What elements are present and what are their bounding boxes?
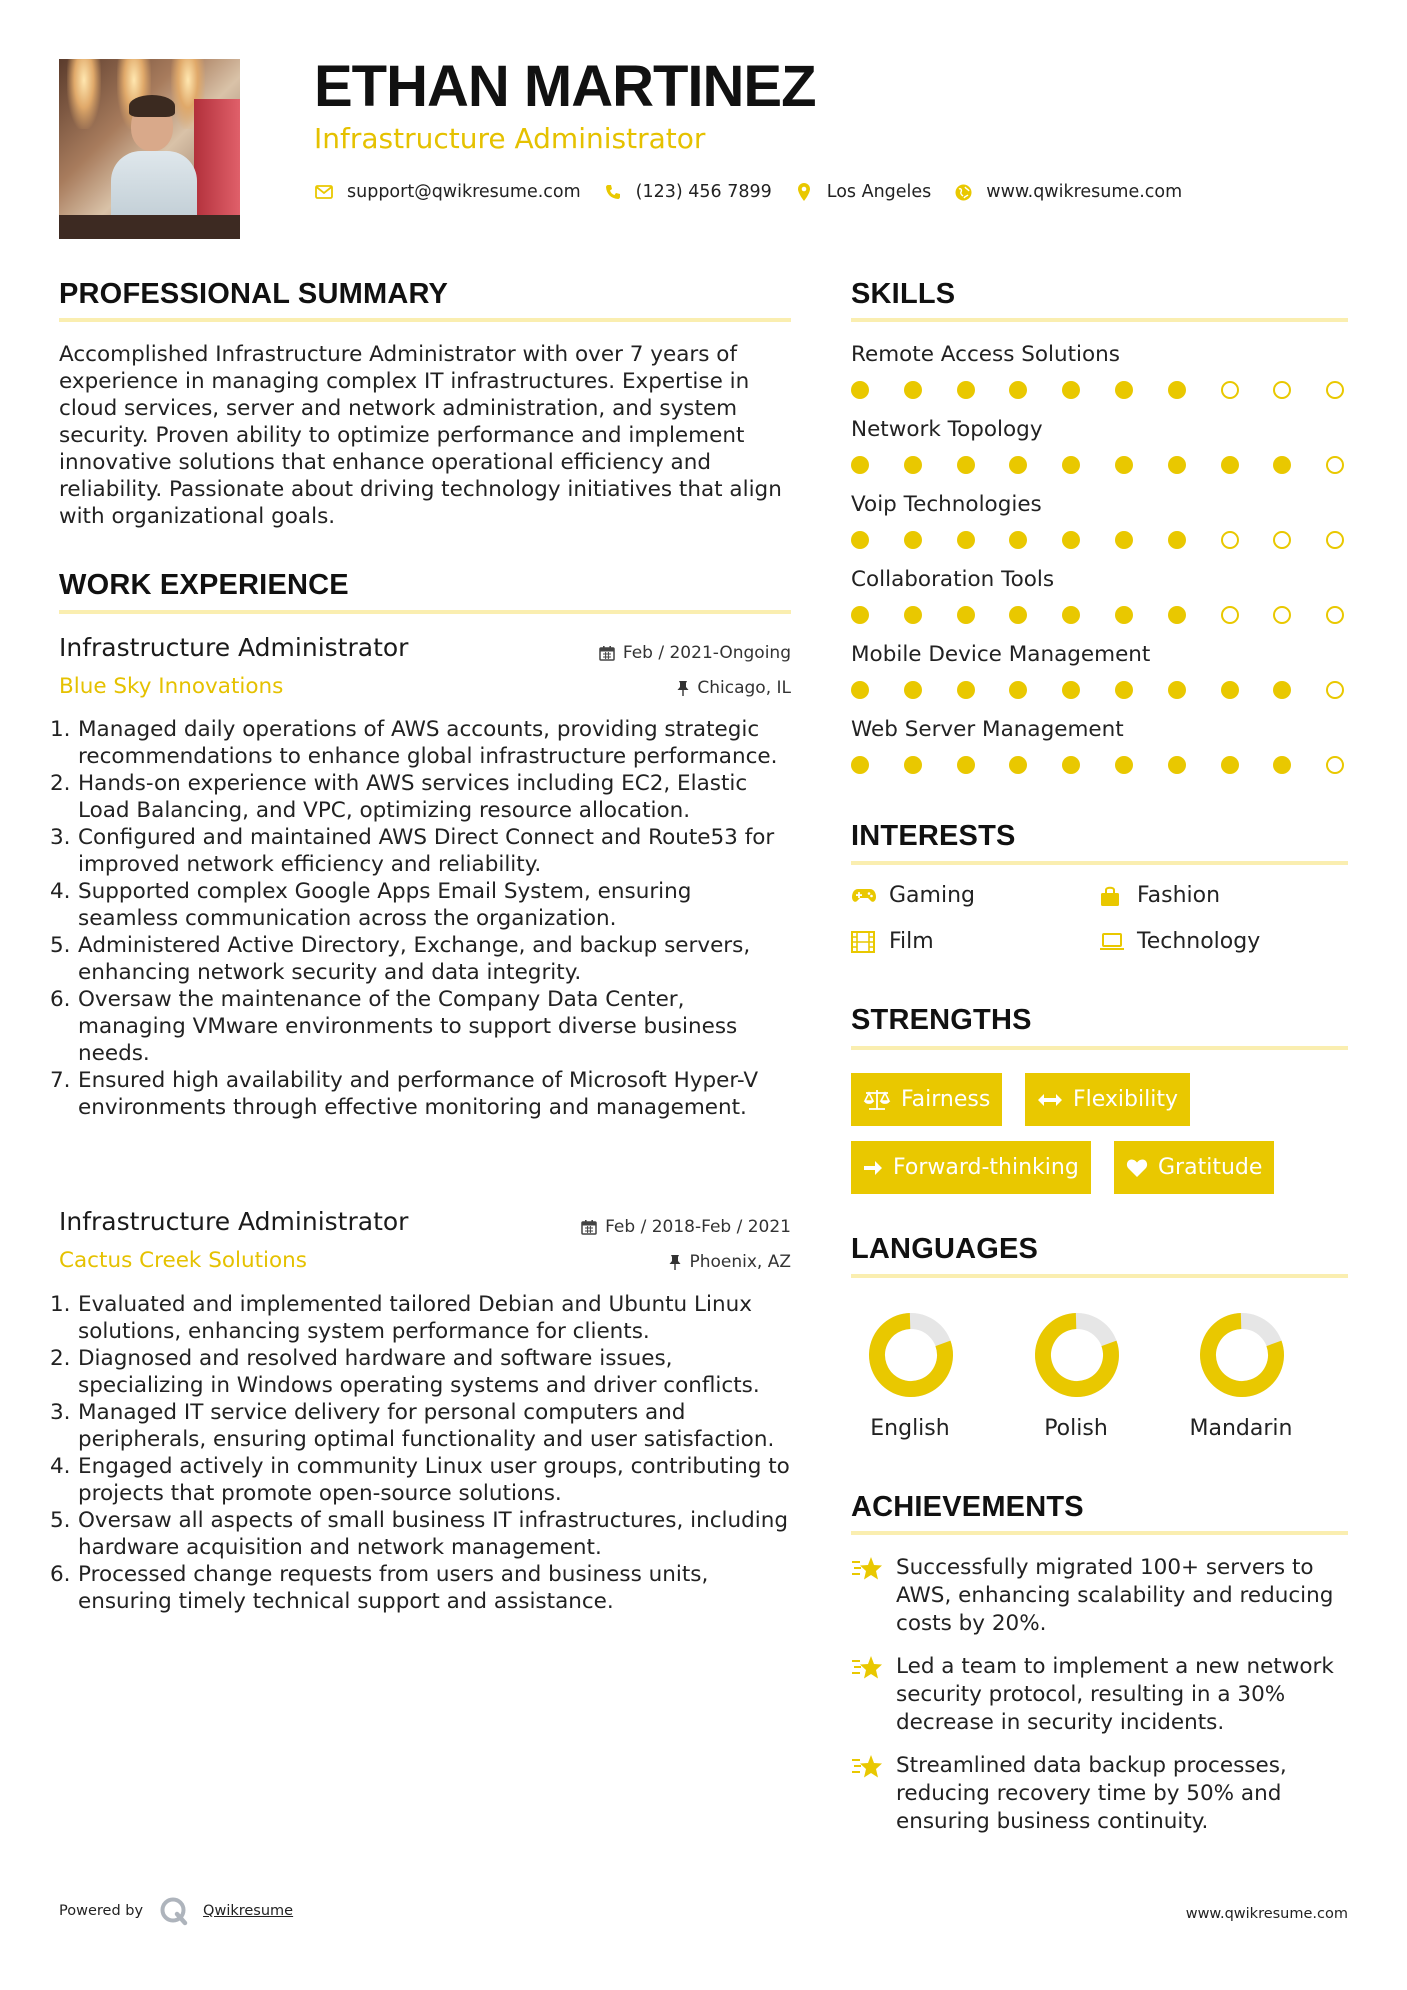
languages-rule <box>851 1274 1348 1278</box>
skill-dot-empty <box>1326 381 1344 399</box>
duty-item: 5. Oversaw all aspects of small business IT infrastructures, including hardware acquisition and network management. <box>50 1508 789 1560</box>
skill-name: Web Server Management <box>851 717 1124 742</box>
duty-item: 1. Managed daily operations of AWS accounts, providing strategic recommendations to enhance global infrastructure performance. <box>50 717 778 769</box>
skill-dot-filled <box>1062 381 1080 399</box>
job-title: Infrastructure Administrator <box>59 1207 409 1236</box>
map-marker-icon <box>794 182 814 202</box>
skill-name: Voip Technologies <box>851 492 1042 517</box>
skill-dot-filled <box>957 681 975 699</box>
skill-dot-filled <box>851 681 869 699</box>
experience-heading: WORK EXPERIENCE <box>59 569 349 601</box>
duty-item: 5. Administered Active Directory, Exchange, and backup servers, enhancing network security and data integrity. <box>50 933 751 985</box>
shooting-star-icon <box>851 1556 883 1582</box>
skill-dot-filled <box>1273 681 1291 699</box>
qwikresume-link[interactable]: Qwikresume <box>203 1903 294 1919</box>
job-location-text: Phoenix, AZ <box>689 1252 791 1272</box>
skill-dot-filled <box>1168 606 1186 624</box>
skill-dot-filled <box>957 531 975 549</box>
skill-dot-filled <box>904 531 922 549</box>
contact-email[interactable] <box>314 182 581 202</box>
interest-label: Fashion <box>1137 883 1221 908</box>
skill-dot-filled <box>851 606 869 624</box>
skill-dot-filled <box>904 756 922 774</box>
contact-phone-text: (123) 456 7899 <box>635 182 772 202</box>
powered-by-text: Powered by <box>59 1903 144 1919</box>
duty-item: 6. Processed change requests from users and business units, ensuring timely technical support and assistance. <box>50 1562 709 1614</box>
skill-dot-filled <box>1168 681 1186 699</box>
shooting-star-icon <box>851 1655 883 1681</box>
globe-icon <box>953 182 973 202</box>
skill-dot-filled <box>957 381 975 399</box>
skill-dot-filled <box>1062 606 1080 624</box>
heart-icon <box>1126 1158 1148 1178</box>
duty-item: 6. Oversaw the maintenance of the Company Data Center, managing VMware environments to support diverse business needs. <box>50 987 738 1066</box>
footer-powered-by <box>59 1896 293 1926</box>
skill-dot-empty <box>1326 531 1344 549</box>
arrow-right-icon <box>863 1159 883 1177</box>
contact-email-text: support@qwikresume.com <box>347 182 581 202</box>
achievement-text: Successfully migrated 100+ servers to AWS, enhancing scalability and reducing costs by 20%. <box>896 1555 1334 1636</box>
language-label: Polish <box>1044 1416 1108 1441</box>
skill-rating <box>851 381 1347 401</box>
duty-item: 3. Managed IT service delivery for personal computers and peripherals, ensuring optimal functionality and user satisfaction. <box>50 1400 775 1452</box>
skill-dot-filled <box>1115 681 1133 699</box>
strength-chip <box>1025 1073 1190 1126</box>
summary-text: Accomplished Infrastructure Administrator with over 7 years of experience in managing complex IT infrastructures. Expertise in cloud services, server and network administration, and system security. Proven ability to optimize performance and implement innovative solutions that enhance operational efficiency and reliability. Passionate about driving technology initiatives that align with organizational goals. <box>59 342 782 529</box>
strength-label: Gratitude <box>1158 1155 1263 1180</box>
skill-dot-filled <box>1009 531 1027 549</box>
skill-dot-empty <box>1221 606 1239 624</box>
job-location-text: Chicago, IL <box>697 678 791 698</box>
skill-dot-filled <box>1168 756 1186 774</box>
interest-label: Technology <box>1137 929 1261 954</box>
skill-dot-filled <box>904 381 922 399</box>
skill-name: Mobile Device Management <box>851 642 1151 667</box>
skill-dot-filled <box>1009 756 1027 774</box>
skill-dot-filled <box>904 606 922 624</box>
interest-label: Film <box>889 929 934 954</box>
skill-name: Remote Access Solutions <box>851 342 1121 367</box>
skill-name: Collaboration Tools <box>851 567 1055 592</box>
duty-item: 2. Diagnosed and resolved hardware and software issues, specializing in Windows operating systems and driver conflicts. <box>50 1346 760 1398</box>
strengths-rule <box>851 1046 1348 1050</box>
skill-dot-filled <box>1168 381 1186 399</box>
skill-dot-filled <box>851 456 869 474</box>
calendar-icon <box>581 1219 597 1235</box>
envelope-icon <box>314 182 334 202</box>
job-date <box>581 1217 791 1237</box>
skill-dot-empty <box>1273 531 1291 549</box>
experience-rule <box>59 610 791 614</box>
strengths-heading: STRENGTHS <box>851 1004 1032 1036</box>
skill-dot-filled <box>1115 531 1133 549</box>
candidate-title: Infrastructure Administrator <box>314 122 706 155</box>
candidate-name: ETHAN MARTINEZ <box>314 54 816 119</box>
skill-dot-filled <box>957 756 975 774</box>
skill-dot-empty <box>1326 456 1344 474</box>
skill-dot-filled <box>1115 756 1133 774</box>
arrows-horizontal-icon <box>1037 1093 1063 1107</box>
duty-item: 3. Configured and maintained AWS Direct Connect and Route53 for improved network efficiency and reliability. <box>50 825 775 877</box>
language-donut <box>866 1310 956 1400</box>
skill-name: Network Topology <box>851 417 1043 442</box>
interest-item <box>1099 929 1260 954</box>
job-date <box>599 643 791 663</box>
skill-dot-filled <box>904 681 922 699</box>
skill-dot-filled <box>957 606 975 624</box>
skill-dot-filled <box>1062 756 1080 774</box>
contact-bar <box>314 178 1204 206</box>
skill-dot-filled <box>851 756 869 774</box>
skill-rating <box>851 756 1347 776</box>
skill-dot-empty <box>1221 531 1239 549</box>
strength-chip <box>1114 1141 1274 1194</box>
skill-rating <box>851 456 1347 476</box>
calendar-icon <box>599 645 615 661</box>
skill-dot-filled <box>1062 681 1080 699</box>
contact-website[interactable] <box>953 182 1182 202</box>
interest-item <box>851 883 975 908</box>
job-location <box>669 1252 791 1272</box>
job-date-text: Feb / 2021-Ongoing <box>622 643 791 663</box>
skill-dot-filled <box>851 531 869 549</box>
duty-item: 4. Supported complex Google Apps Email System, ensuring seamless communication across the organization. <box>50 879 692 931</box>
job-duties <box>50 1291 795 1615</box>
skills-heading: SKILLS <box>851 278 956 310</box>
job-date-text: Feb / 2018-Feb / 2021 <box>605 1217 791 1237</box>
job-location <box>677 678 791 698</box>
skill-dot-filled <box>1273 756 1291 774</box>
profile-photo <box>59 59 240 239</box>
skill-dot-filled <box>1009 456 1027 474</box>
skill-dot-empty <box>1326 756 1344 774</box>
balance-scale-icon <box>863 1088 891 1112</box>
job-duties <box>50 716 795 1121</box>
duty-item: 4. Engaged actively in community Linux user groups, contributing to projects that promote open-source solutions. <box>50 1454 790 1506</box>
skill-dot-filled <box>1221 456 1239 474</box>
laptop-icon <box>1099 931 1125 953</box>
duty-item: 1. Evaluated and implemented tailored Debian and Ubuntu Linux solutions, enhancing system performance for clients. <box>50 1292 752 1344</box>
skill-rating <box>851 681 1347 701</box>
interest-label: Gaming <box>889 883 975 908</box>
job-company: Blue Sky Innovations <box>59 674 284 699</box>
interest-item <box>851 929 934 954</box>
skill-dot-filled <box>851 381 869 399</box>
shopping-bag-icon <box>1099 885 1125 907</box>
skill-dot-filled <box>1062 531 1080 549</box>
job-company: Cactus Creek Solutions <box>59 1248 308 1273</box>
skill-rating <box>851 606 1347 626</box>
skill-dot-filled <box>1221 681 1239 699</box>
summary-rule <box>59 318 791 322</box>
skill-dot-filled <box>1115 456 1133 474</box>
skill-dot-filled <box>904 456 922 474</box>
skill-dot-filled <box>1115 381 1133 399</box>
contact-website-text: www.qwikresume.com <box>986 182 1183 202</box>
skill-dot-filled <box>1168 531 1186 549</box>
skill-dot-filled <box>1062 456 1080 474</box>
skill-dot-empty <box>1326 606 1344 624</box>
contact-location-text: Los Angeles <box>826 182 932 202</box>
skill-dot-filled <box>1115 606 1133 624</box>
contact-phone[interactable] <box>603 182 772 202</box>
footer-website[interactable]: www.qwikresume.com <box>1185 1906 1348 1922</box>
pushpin-icon <box>669 1254 681 1270</box>
language-label: English <box>870 1416 950 1441</box>
strength-label: Forward-thinking <box>893 1155 1079 1180</box>
shooting-star-icon <box>851 1754 883 1780</box>
skill-dot-filled <box>1009 681 1027 699</box>
qwikresume-logo-icon <box>159 1896 189 1926</box>
language-donut <box>1032 1310 1122 1400</box>
skill-dot-empty <box>1273 381 1291 399</box>
skill-dot-empty <box>1273 606 1291 624</box>
achievement-text: Streamlined data backup processes, reducing recovery time by 50% and ensuring business continuity. <box>896 1753 1287 1834</box>
gamepad-icon <box>851 885 877 907</box>
summary-heading: PROFESSIONAL SUMMARY <box>59 278 449 310</box>
skill-dot-filled <box>1009 381 1027 399</box>
film-icon <box>851 931 877 953</box>
interests-heading: INTERESTS <box>851 820 1016 852</box>
strength-label: Flexibility <box>1073 1087 1178 1112</box>
language-donut <box>1197 1310 1287 1400</box>
phone-icon <box>603 182 623 202</box>
skill-dot-filled <box>957 456 975 474</box>
skills-rule <box>851 318 1348 322</box>
achievements-heading: ACHIEVEMENTS <box>851 1491 1084 1523</box>
achievements-rule <box>851 1531 1348 1535</box>
languages-heading: LANGUAGES <box>851 1233 1039 1265</box>
language-label: Mandarin <box>1189 1416 1293 1441</box>
achievement-text: Led a team to implement a new network security protocol, resulting in a 30% decrease in security incidents. <box>896 1654 1334 1735</box>
duty-item: 7. Ensured high availability and performance of Microsoft Hyper-V environments through effective monitoring and management. <box>50 1068 759 1120</box>
duty-item: 2. Hands-on experience with AWS services including EC2, Elastic Load Balancing, and VPC, optimizing resource allocation. <box>50 771 748 823</box>
pushpin-icon <box>677 680 689 696</box>
skill-dot-empty <box>1326 681 1344 699</box>
strength-chip <box>851 1073 1002 1126</box>
interest-item <box>1099 883 1220 908</box>
skill-rating <box>851 531 1347 551</box>
skill-dot-filled <box>1009 606 1027 624</box>
strength-chip <box>851 1141 1091 1194</box>
strength-label: Fairness <box>901 1087 991 1112</box>
skill-dot-filled <box>1221 756 1239 774</box>
skill-dot-filled <box>1168 456 1186 474</box>
interests-rule <box>851 861 1348 865</box>
skill-dot-filled <box>1273 456 1291 474</box>
job-title: Infrastructure Administrator <box>59 633 409 662</box>
contact-location <box>794 182 932 202</box>
skill-dot-empty <box>1221 381 1239 399</box>
